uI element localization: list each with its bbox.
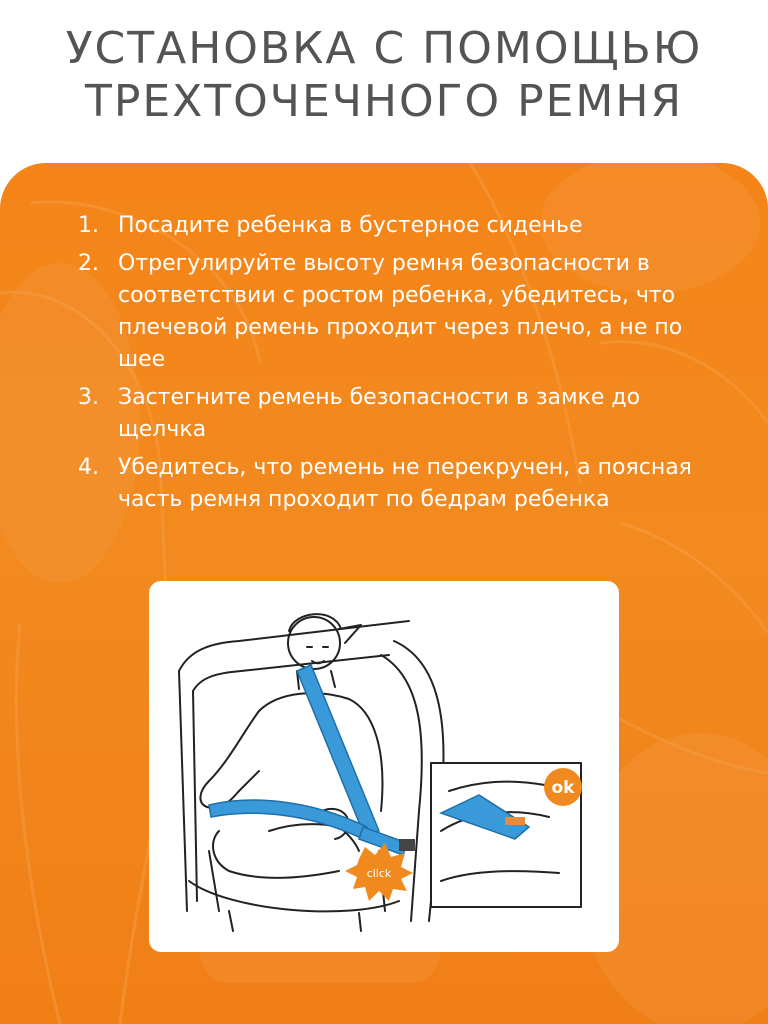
step-number: 2. bbox=[78, 251, 99, 276]
step-text: Убедитесь, что ремень не перекручен, а поясная часть ремня проходит по бедрам ребенка bbox=[118, 455, 692, 512]
page-title bbox=[0, 22, 768, 128]
step-number: 3. bbox=[78, 385, 99, 410]
step-number: 4. bbox=[78, 455, 99, 480]
illustration-card bbox=[149, 581, 619, 952]
list-item bbox=[78, 452, 718, 516]
title-line-2: ТРЕХТОЧЕЧНОГО РЕМНЯ bbox=[84, 76, 684, 127]
click-label: click bbox=[366, 867, 392, 880]
step-number: 1. bbox=[78, 213, 99, 238]
list-item bbox=[78, 210, 718, 242]
list-item bbox=[78, 382, 718, 446]
step-text: Застегните ремень безопасности в замке до щелчка bbox=[118, 385, 641, 442]
ok-badge bbox=[544, 768, 582, 806]
step-text: Посадите ребенка в бустерное сиденье bbox=[118, 213, 583, 238]
ok-label: ok bbox=[551, 778, 575, 798]
instruction-list bbox=[78, 210, 718, 522]
child-booster-seat-illustration bbox=[149, 581, 619, 952]
title-line-1: УСТАНОВКА С ПОМОЩЬЮ bbox=[65, 23, 703, 74]
step-text: Отрегулируйте высоту ремня безопасности в соответствии с ростом ребенка, убедитесь, что плечевой ремень проходит через плечо, а не по шее bbox=[118, 251, 683, 372]
list-item bbox=[78, 248, 718, 376]
